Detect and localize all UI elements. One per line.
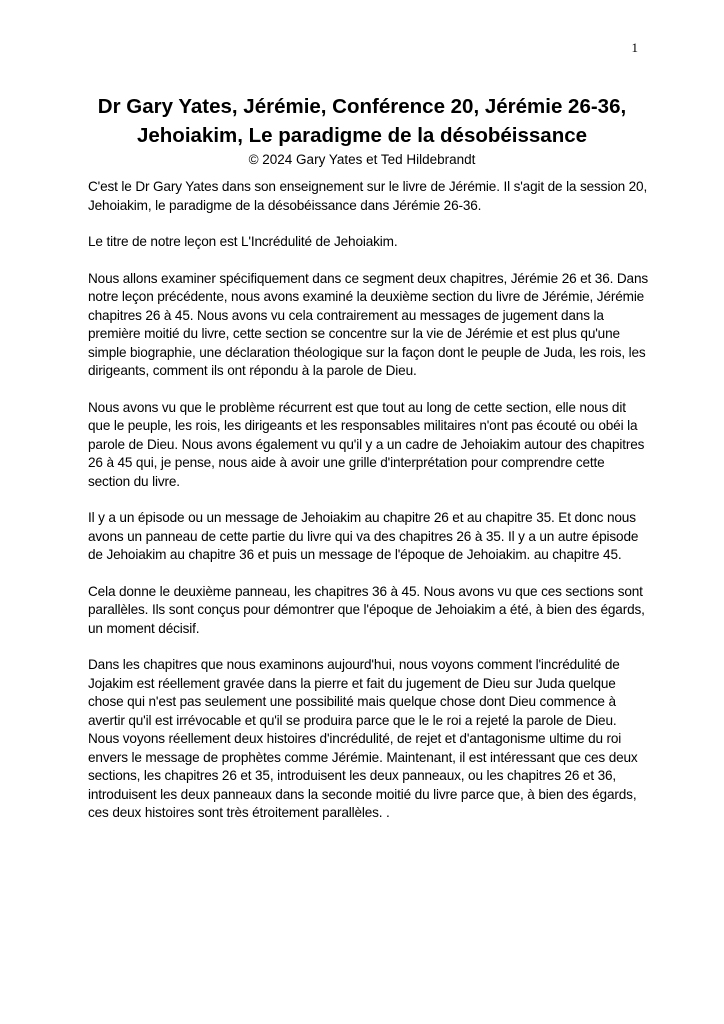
document-body [88, 178, 648, 841]
paragraph: Dans les chapitres que nous examinons aujourd'hui, nous voyons comment l'incrédulité de Jojakim est réellement gravée dans la pierre et fait du jugement de Dieu sur Juda quelque chose qui n'est pas seulement une possibilité mais quelque chose dont Dieu commence à avertir qu'il est irrévocable et qu'il se produira parce que le le roi a rejeté la parole de Dieu. Nous voyons réellement deux histoires d'incrédulité, de rejet et d'antagonisme ultime du roi envers le message de prophètes comme Jérémie. Maintenant, il est intéressant que ces deux sections, les chapitres 26 et 35, introduisent les deux panneaux, ou les chapitres 26 et 36, introduisent les deux panneaux dans la seconde moitié du livre parce que, à bien des égards, ces deux histoires sont très étroitement parallèles. . [88, 657, 638, 820]
paragraph: Il y a un épisode ou un message de Jehoiakim au chapitre 26 et au chapitre 35. Et donc nous avons un panneau de cette partie du livre qui va des chapitres 26 à 35. Il y a un autre épisode de Jehoiakim au chapitre 36 et puis un message de l'époque de Jehoiakim. au chapitre 45. [88, 510, 639, 562]
paragraph: C'est le Dr Gary Yates dans son enseignement sur le livre de Jérémie. Il s'agit de la session 20, Jehoiakim, le paradigme de la désobéissance dans Jérémie 26-36. [88, 179, 648, 213]
copyright-notice: © 2024 Gary Yates et Ted Hildebrandt [248, 152, 476, 167]
document-title [60, 92, 664, 150]
page-number: 1 [631, 40, 638, 55]
paragraph: Cela donne le deuxième panneau, les chapitres 36 à 45. Nous avons vu que ces sections sont parallèles. Ils sont conçus pour démontrer que l'époque de Jehoiakim a été, à bien des égards, un moment décisif. [88, 583, 645, 636]
paragraph: Le titre de notre leçon est L'Incrédulité de Jehoiakim. [88, 234, 398, 249]
title-line-1: Dr Gary Yates, Jérémie, Conférence 20, Jérémie 26-36, [97, 95, 627, 118]
paragraph: Nous avons vu que le problème récurrent est que tout au long de cette section, elle nous dit que le peuple, les rois, les dirigeants et les responsables militaires n'ont pas écouté ou obéi la parole de Dieu. Nous avons également vu qu'il y a un cadre de Jehoiakim autour des chapitres 26 à 45 qui, je pense, nous aide à avoir une grille d'interprétation pour comprendre cette section du livre. [88, 399, 645, 489]
paragraph: Nous allons examiner spécifiquement dans ce segment deux chapitres, Jérémie 26 et 36. Dans notre leçon précédente, nous avons examiné la deuxième section du livre de Jérémie, Jérémie chapitres 26 à 45. Nous avons vu cela contrairement au messages de jugement dans la première moitié du livre, cette section se concentre sur la vie de Jérémie et est plus qu'une simple biographie, une déclaration théologique sur la façon dont le peuple de Juda, les rois, les dirigeants, comment ils ont répondu à la parole de Dieu. [88, 270, 649, 378]
title-line-2: Jehoiakim, Le paradigme de la désobéissance [136, 124, 588, 147]
